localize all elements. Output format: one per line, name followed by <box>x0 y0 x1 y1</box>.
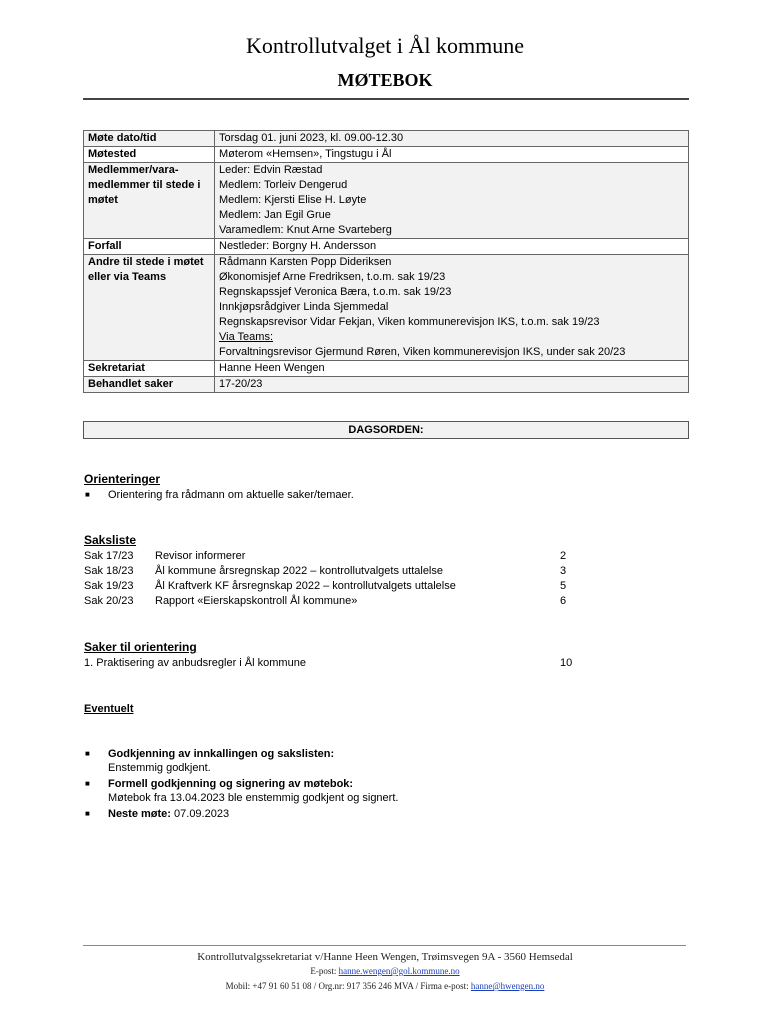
case-number: Sak 20/23 <box>84 595 134 607</box>
list-item <box>84 776 353 792</box>
table-row <box>84 255 689 361</box>
value-line: Hanne Heen Wengen <box>219 362 325 374</box>
next-meeting-date: 07.09.2023 <box>170 808 230 820</box>
value-line: Innkjøpsrådgiver Linda Sjemmedal <box>219 301 389 313</box>
footer-firm-email-link[interactable]: hanne@hwengen.no <box>470 981 545 991</box>
case-page: 6 <box>560 595 567 607</box>
row-key: Sekretariat <box>84 361 215 377</box>
case-page: 5 <box>560 580 567 592</box>
row-key: Møte dato/tid <box>84 131 215 147</box>
footer-divider <box>83 945 686 946</box>
decision-text: Enstemmig godkjent. <box>108 762 211 774</box>
footer-address: Kontrollutvalgssekretariat v/Hanne Heen Wengen, Trøimsvegen 9A - 3560 Hemsedal <box>197 951 573 963</box>
table-row <box>84 239 689 255</box>
value-line: Regnskapssjef Veronica Bæra, t.o.m. sak 19/23 <box>219 286 452 298</box>
title-divider <box>83 98 689 100</box>
value-line: 17-20/23 <box>219 378 263 390</box>
row-value <box>215 255 689 361</box>
bullet-icon: ■ <box>85 749 90 758</box>
section-eventuelt-title: Eventuelt <box>84 703 134 715</box>
value-line: Møterom «Hemsen», Tingstugu i Ål <box>219 148 392 160</box>
value-line: Torsdag 01. juni 2023, kl. 09.00-12.30 <box>219 132 404 144</box>
row-key: Forfall <box>84 239 215 255</box>
value-line: Leder: Edvin Ræstad <box>219 164 323 176</box>
list-item-text: Orientering fra rådmann om aktuelle saker/temaer. <box>108 489 354 501</box>
value-line: Økonomisjef Arne Fredriksen, t.o.m. sak 19/23 <box>219 271 446 283</box>
footer-email-line <box>0 966 770 976</box>
case-page: 3 <box>560 565 567 577</box>
decision-label: Neste møte: <box>108 808 171 820</box>
list-item <box>84 487 354 503</box>
section-orientation-cases-title: Saker til orientering <box>84 640 197 654</box>
row-value <box>215 131 689 147</box>
list-item <box>84 806 229 822</box>
row-key: Medlemmer/vara-medlemmer til stede i møtet <box>84 163 215 239</box>
case-title: Rapport «Eierskapskontroll Ål kommune» <box>155 595 358 607</box>
section-saksliste-title: Saksliste <box>84 533 137 547</box>
row-value <box>215 147 689 163</box>
row-value <box>215 361 689 377</box>
table-row <box>84 163 689 239</box>
footer-contact-line <box>0 981 770 991</box>
case-title: 1. Praktisering av anbudsregler i Ål kommune <box>84 657 306 669</box>
case-title: Ål Kraftverk KF årsregnskap 2022 – kontrollutvalgets uttalelse <box>155 580 456 592</box>
case-title: Revisor informerer <box>155 550 246 562</box>
list-item <box>84 746 334 762</box>
value-line: Nestleder: Borgny H. Andersson <box>219 240 377 252</box>
table-row <box>84 131 689 147</box>
row-value <box>215 163 689 239</box>
footer-contact-text: Mobil: +47 91 60 51 08 / Org.nr: 917 356 246 MVA / Firma e-post: <box>225 981 471 991</box>
footer-email-label: E-post: <box>310 966 339 976</box>
table-row <box>84 361 689 377</box>
value-line: Regnskapsrevisor Vidar Fekjan, Viken kommunerevisjon IKS, t.o.m. sak 19/23 <box>219 316 600 328</box>
bullet-icon: ■ <box>85 809 90 818</box>
value-line-teams-heading: Via Teams: <box>219 331 274 343</box>
decision-label: Godkjenning av innkallingen og sakslisten: <box>108 748 335 760</box>
table-row <box>84 377 689 393</box>
case-number: Sak 17/23 <box>84 550 134 562</box>
row-value <box>215 239 689 255</box>
row-key: Møtested <box>84 147 215 163</box>
value-line: Forvaltningsrevisor Gjermund Røren, Viken kommunerevisjon IKS, under sak 20/23 <box>219 346 626 358</box>
case-page: 10 <box>560 657 573 669</box>
decision-text: Møtebok fra 13.04.2023 ble enstemmig godkjent og signert. <box>108 792 399 804</box>
case-number: Sak 19/23 <box>84 580 134 592</box>
case-number: Sak 18/23 <box>84 565 134 577</box>
bullet-icon: ■ <box>85 779 90 788</box>
value-line: Medlem: Kjersti Elise H. Løyte <box>219 194 367 206</box>
table-row <box>84 147 689 163</box>
document-title: Kontrollutvalget i Ål kommune <box>245 33 525 58</box>
bullet-icon: ■ <box>85 490 90 499</box>
case-page: 2 <box>560 550 567 562</box>
value-line: Medlem: Jan Egil Grue <box>219 209 331 221</box>
row-key: Behandlet saker <box>84 377 215 393</box>
agenda-heading: DAGSORDEN: <box>83 421 689 439</box>
decision-label: Formell godkjenning og signering av møtebok: <box>108 778 354 790</box>
row-key: Andre til stede i møtet eller via Teams <box>84 255 215 361</box>
row-value <box>215 377 689 393</box>
document-subtitle: MØTEBOK <box>337 70 433 90</box>
value-line: Medlem: Torleiv Dengerud <box>219 179 348 191</box>
value-line: Varamedlem: Knut Arne Svarteberg <box>219 224 392 236</box>
section-orienteringer-title: Orienteringer <box>84 472 161 486</box>
footer-email-link[interactable]: hanne.wengen@gol.kommune.no <box>338 966 460 976</box>
meeting-info-table <box>83 130 689 393</box>
value-line: Rådmann Karsten Popp Dideriksen <box>219 256 392 268</box>
case-title: Ål kommune årsregnskap 2022 – kontrollutvalgets uttalelse <box>155 565 443 577</box>
